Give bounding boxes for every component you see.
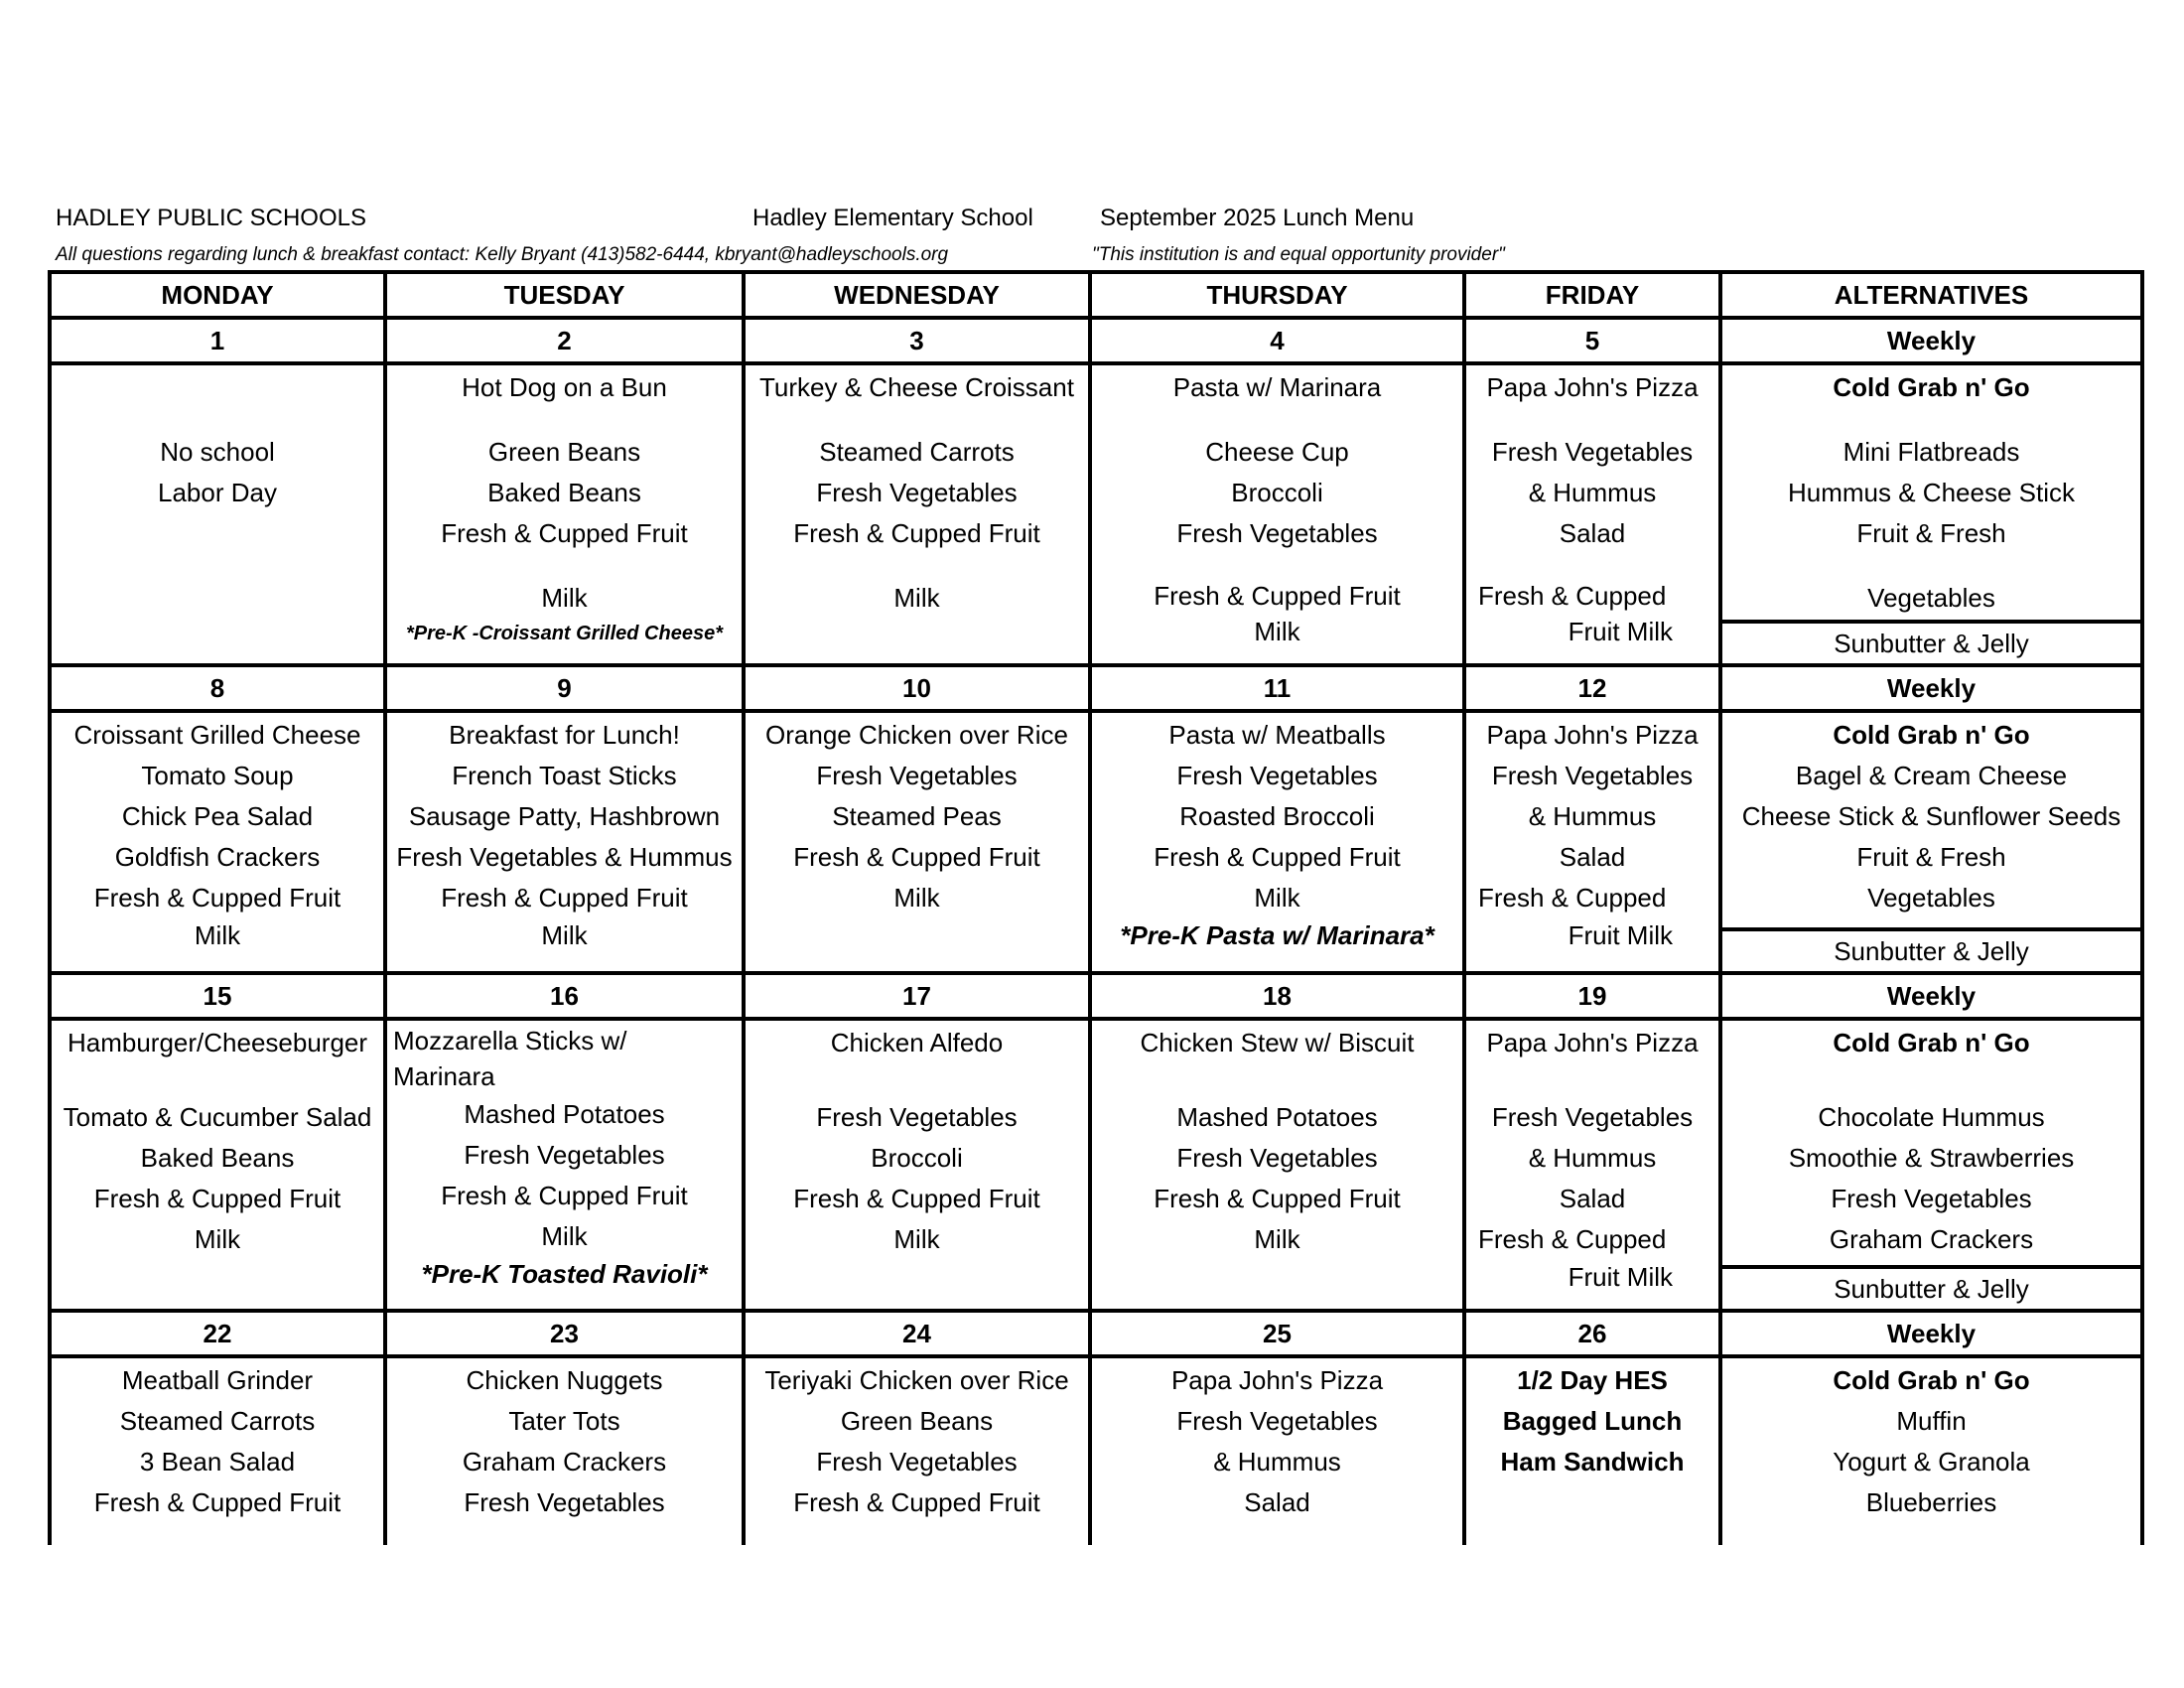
date-cell: 18	[1090, 973, 1464, 1019]
week-2-menu	[50, 711, 2142, 973]
column-header-row	[50, 272, 2142, 318]
weekly-label: Weekly	[1720, 665, 2142, 711]
week-2-dates	[50, 665, 2142, 711]
alt-item: Mini Flatbreads	[1843, 437, 2020, 467]
alt-heading: Cold Grab n' Go	[1833, 720, 2030, 750]
menu-item: Fruit Milk	[1568, 1262, 1673, 1292]
menu-item: Mashed Potatoes	[1176, 1102, 1378, 1132]
alt-heading: Cold Grab n' Go	[1833, 1365, 2030, 1395]
alt-sunbutter: Sunbutter & Jelly	[1722, 620, 2140, 663]
menu-item: & Hummus	[1528, 478, 1657, 507]
entree: Chicken Nuggets	[466, 1365, 663, 1395]
entree: Hamburger/Cheeseburger	[67, 1028, 368, 1057]
week-3-menu	[50, 1019, 2142, 1311]
menu-title: September 2025 Lunch Menu	[1100, 205, 1415, 231]
menu-cell-thursday	[1090, 1019, 1464, 1311]
menu-item: Fresh & Cupped	[1478, 1224, 1667, 1254]
menu-item: Sausage Patty, Hashbrown	[408, 801, 721, 831]
date-cell: 26	[1464, 1311, 1720, 1356]
menu-item: Milk	[1254, 1224, 1300, 1254]
week-3-dates	[50, 973, 2142, 1019]
menu-item: Fresh Vegetables & Hummus	[396, 842, 733, 872]
date-cell: 17	[744, 973, 1090, 1019]
menu-cell-wednesday	[744, 363, 1090, 665]
menu-item: Milk	[893, 583, 940, 613]
menu-item: Green Beans	[840, 1406, 994, 1436]
menu-item: Fruit Milk	[1568, 920, 1673, 950]
menu-item: Milk	[893, 883, 940, 913]
alt-sunbutter: Sunbutter & Jelly	[1722, 927, 2140, 971]
school-name: Hadley Elementary School	[752, 205, 1033, 231]
menu-item: Fresh & Cupped Fruit	[93, 1184, 341, 1213]
menu-item: Cheese Cup	[1205, 437, 1349, 467]
date-cell: 8	[50, 665, 385, 711]
date-cell: 16	[385, 973, 744, 1019]
menu-item: Fresh & Cupped Fruit	[441, 883, 688, 913]
date-cell: 12	[1464, 665, 1720, 711]
menu-item: Fresh Vegetables	[1176, 518, 1378, 548]
col-monday: MONDAY	[50, 272, 385, 318]
alt-item: Muffin	[1896, 1406, 1967, 1436]
menu-item: Fresh Vegetables	[1176, 761, 1378, 790]
menu-item: Milk	[1254, 617, 1300, 646]
menu-item: Fresh Vegetables	[816, 1102, 1018, 1132]
alternatives-cell	[1720, 711, 2142, 973]
menu-item: Broccoli	[1231, 478, 1323, 507]
menu-cell-tuesday	[385, 1356, 744, 1545]
menu-item: Bagged Lunch	[1502, 1406, 1683, 1436]
entree: Orange Chicken over Rice	[765, 720, 1068, 750]
menu-item: Goldfish Crackers	[114, 842, 321, 872]
alternatives-cell	[1720, 1356, 2142, 1545]
menu-item: & Hummus	[1528, 1143, 1657, 1173]
contact-line: All questions regarding lunch & breakfast contact: Kelly Bryant (413)582-6444, kbryant@hadleyschools.org	[56, 244, 949, 265]
date-cell: 15	[50, 973, 385, 1019]
menu-cell-monday	[50, 363, 385, 665]
alt-item: Yogurt & Granola	[1833, 1447, 2030, 1477]
menu-item: Fresh & Cupped Fruit	[1154, 1184, 1401, 1213]
menu-cell-thursday	[1090, 711, 1464, 973]
weekly-label: Weekly	[1720, 1311, 2142, 1356]
menu-item: Salad	[1559, 518, 1626, 548]
menu-item: Fresh Vegetables	[464, 1140, 665, 1170]
weekly-label: Weekly	[1720, 318, 2142, 363]
district-name: HADLEY PUBLIC SCHOOLS	[56, 205, 366, 231]
menu-item: Tater Tots	[508, 1406, 620, 1436]
date-cell: 19	[1464, 973, 1720, 1019]
alt-item: Smoothie & Strawberries	[1788, 1143, 2075, 1173]
alt-heading: Cold Grab n' Go	[1833, 1028, 2030, 1057]
menu-item: Fresh & Cupped Fruit	[793, 842, 1040, 872]
menu-cell-tuesday	[385, 711, 744, 973]
date-cell: 3	[744, 318, 1090, 363]
date-cell: 11	[1090, 665, 1464, 711]
alternatives-cell	[1720, 1019, 2142, 1311]
alt-item: Chocolate Hummus	[1818, 1102, 2045, 1132]
date-cell: 4	[1090, 318, 1464, 363]
menu-cell-friday	[1464, 711, 1720, 973]
menu-item: Milk	[541, 583, 588, 613]
alt-item: Fruit & Fresh	[1856, 518, 2006, 548]
alt-item: Graham Crackers	[1829, 1224, 2034, 1254]
menu-item: Fresh Vegetables	[1491, 761, 1694, 790]
alt-item: Vegetables	[1867, 883, 1995, 913]
menu-item: Milk	[194, 920, 241, 950]
col-friday: FRIDAY	[1464, 272, 1720, 318]
entree: Marinara	[393, 1061, 495, 1091]
entree: Mozzarella Sticks w/	[393, 1026, 627, 1055]
menu-cell-tuesday	[385, 363, 744, 665]
menu-item: Ham Sandwich	[1500, 1447, 1685, 1477]
menu-item: No school	[160, 437, 275, 467]
prek-note: *Pre-K -Croissant Grilled Cheese*	[406, 623, 723, 644]
menu-item: Fresh Vegetables	[1176, 1143, 1378, 1173]
menu-cell-friday	[1464, 1356, 1720, 1545]
col-alternatives: ALTERNATIVES	[1720, 272, 2142, 318]
menu-item: Fresh & Cupped Fruit	[1154, 842, 1401, 872]
entree: 1/2 Day HES	[1517, 1365, 1668, 1395]
menu-item: Fruit Milk	[1568, 617, 1673, 646]
entree: Meatball Grinder	[121, 1365, 314, 1395]
date-cell: 5	[1464, 318, 1720, 363]
date-cell: 22	[50, 1311, 385, 1356]
prek-note: *Pre-K Pasta w/ Marinara*	[1120, 920, 1434, 950]
alternatives-cell	[1720, 363, 2142, 665]
menu-item: Fresh & Cupped	[1478, 883, 1667, 913]
alt-item: Fruit & Fresh	[1856, 842, 2006, 872]
menu-item: Steamed Peas	[832, 801, 1002, 831]
week-1-menu	[50, 363, 2142, 665]
entree: Pasta w/ Marinara	[1172, 372, 1382, 402]
prek-note: *Pre-K Toasted Ravioli*	[421, 1259, 708, 1289]
menu-item: Fresh Vegetables	[1491, 1102, 1694, 1132]
weekly-label: Weekly	[1720, 973, 2142, 1019]
menu-item: Fresh & Cupped Fruit	[441, 1181, 688, 1210]
date-cell: 9	[385, 665, 744, 711]
alt-item: Blueberries	[1865, 1487, 1997, 1517]
menu-item: Baked Beans	[487, 478, 641, 507]
menu-item: Mashed Potatoes	[464, 1099, 665, 1129]
menu-item: Salad	[1244, 1487, 1310, 1517]
alt-heading: Cold Grab n' Go	[1833, 372, 2030, 402]
menu-item: Steamed Carrots	[819, 437, 1015, 467]
date-cell: 23	[385, 1311, 744, 1356]
menu-item: 3 Bean Salad	[139, 1447, 296, 1477]
entree: Papa John's Pizza	[1486, 1028, 1699, 1057]
entree: Croissant Grilled Cheese	[73, 720, 361, 750]
menu-cell-friday	[1464, 1019, 1720, 1311]
menu-item: Salad	[1559, 842, 1626, 872]
menu-item: Roasted Broccoli	[1179, 801, 1375, 831]
entree: Papa John's Pizza	[1486, 720, 1699, 750]
date-cell: 1	[50, 318, 385, 363]
menu-item: Fresh Vegetables	[816, 478, 1018, 507]
menu-item: Labor Day	[158, 478, 277, 507]
menu-item: Fresh & Cupped Fruit	[93, 1487, 341, 1517]
menu-cell-thursday	[1090, 1356, 1464, 1545]
menu-item: French Toast Sticks	[452, 761, 677, 790]
menu-item: Milk	[194, 1224, 241, 1254]
menu-cell-wednesday	[744, 1019, 1090, 1311]
menu-item: Milk	[541, 920, 588, 950]
menu-item: Fresh Vegetables	[816, 1447, 1018, 1477]
alt-item: Fresh Vegetables	[1831, 1184, 2032, 1213]
menu-item: Fresh Vegetables	[1491, 437, 1694, 467]
menu-cell-thursday	[1090, 363, 1464, 665]
entree: Turkey & Cheese Croissant	[759, 372, 1074, 402]
week-1-dates	[50, 318, 2142, 363]
alt-item: Bagel & Cream Cheese	[1795, 761, 2068, 790]
col-thursday: THURSDAY	[1090, 272, 1464, 318]
menu-item: Chick Pea Salad	[121, 801, 314, 831]
lunch-menu-table	[48, 270, 2144, 1545]
date-cell: 2	[385, 318, 744, 363]
menu-cell-monday	[50, 711, 385, 973]
alt-item: Cheese Stick & Sunflower Seeds	[1741, 801, 2121, 831]
menu-cell-wednesday	[744, 711, 1090, 973]
entree: Papa John's Pizza	[1170, 1365, 1384, 1395]
col-wednesday: WEDNESDAY	[744, 272, 1090, 318]
menu-item: Fresh & Cupped Fruit	[793, 1184, 1040, 1213]
menu-item: Graham Crackers	[462, 1447, 667, 1477]
menu-item: Fresh & Cupped Fruit	[793, 1487, 1040, 1517]
menu-item: & Hummus	[1213, 1447, 1341, 1477]
alt-sunbutter: Sunbutter & Jelly	[1722, 1265, 2140, 1309]
col-tuesday: TUESDAY	[385, 272, 744, 318]
entree: Chicken Alfedo	[830, 1028, 1004, 1057]
menu-item: Broccoli	[871, 1143, 963, 1173]
date-cell: 10	[744, 665, 1090, 711]
menu-item: Fresh & Cupped Fruit	[441, 518, 688, 548]
alt-item: Vegetables	[1867, 583, 1995, 613]
entree: Hot Dog on a Bun	[462, 372, 667, 402]
week-4-dates	[50, 1311, 2142, 1356]
menu-cell-wednesday	[744, 1356, 1090, 1545]
menu-item: Fresh & Cupped Fruit	[93, 883, 341, 913]
menu-item: & Hummus	[1528, 801, 1657, 831]
date-cell: 25	[1090, 1311, 1464, 1356]
menu-item: Fresh & Cupped Fruit	[793, 518, 1040, 548]
menu-item: Milk	[893, 1224, 940, 1254]
menu-item: Tomato Soup	[141, 761, 294, 790]
menu-item: Fresh Vegetables	[464, 1487, 665, 1517]
menu-item: Fresh Vegetables	[1176, 1406, 1378, 1436]
menu-item: Fresh Vegetables	[816, 761, 1018, 790]
menu-item: Fresh & Cupped Fruit	[1154, 581, 1401, 611]
menu-item: Baked Beans	[140, 1143, 295, 1173]
entree: Teriyaki Chicken over Rice	[764, 1365, 1069, 1395]
entree: Breakfast for Lunch!	[449, 720, 680, 750]
menu-cell-friday	[1464, 363, 1720, 665]
entree: Papa John's Pizza	[1486, 372, 1699, 402]
menu-item: Green Beans	[487, 437, 641, 467]
menu-cell-monday	[50, 1356, 385, 1545]
menu-cell-tuesday	[385, 1019, 744, 1311]
week-4-menu	[50, 1356, 2142, 1545]
date-cell: 24	[744, 1311, 1090, 1356]
menu-item: Milk	[541, 1221, 588, 1251]
entree: Pasta w/ Meatballs	[1168, 720, 1386, 750]
menu-item: Steamed Carrots	[119, 1406, 316, 1436]
menu-item: Fresh & Cupped	[1478, 581, 1667, 611]
equal-opportunity-statement: "This institution is and equal opportunity provider"	[1092, 244, 1505, 265]
menu-item: Salad	[1559, 1184, 1626, 1213]
menu-item: Tomato & Cucumber Salad	[63, 1102, 372, 1132]
menu-item: Milk	[1254, 883, 1300, 913]
menu-cell-monday	[50, 1019, 385, 1311]
alt-item: Hummus & Cheese Stick	[1788, 478, 2075, 507]
entree: Chicken Stew w/ Biscuit	[1140, 1028, 1415, 1057]
